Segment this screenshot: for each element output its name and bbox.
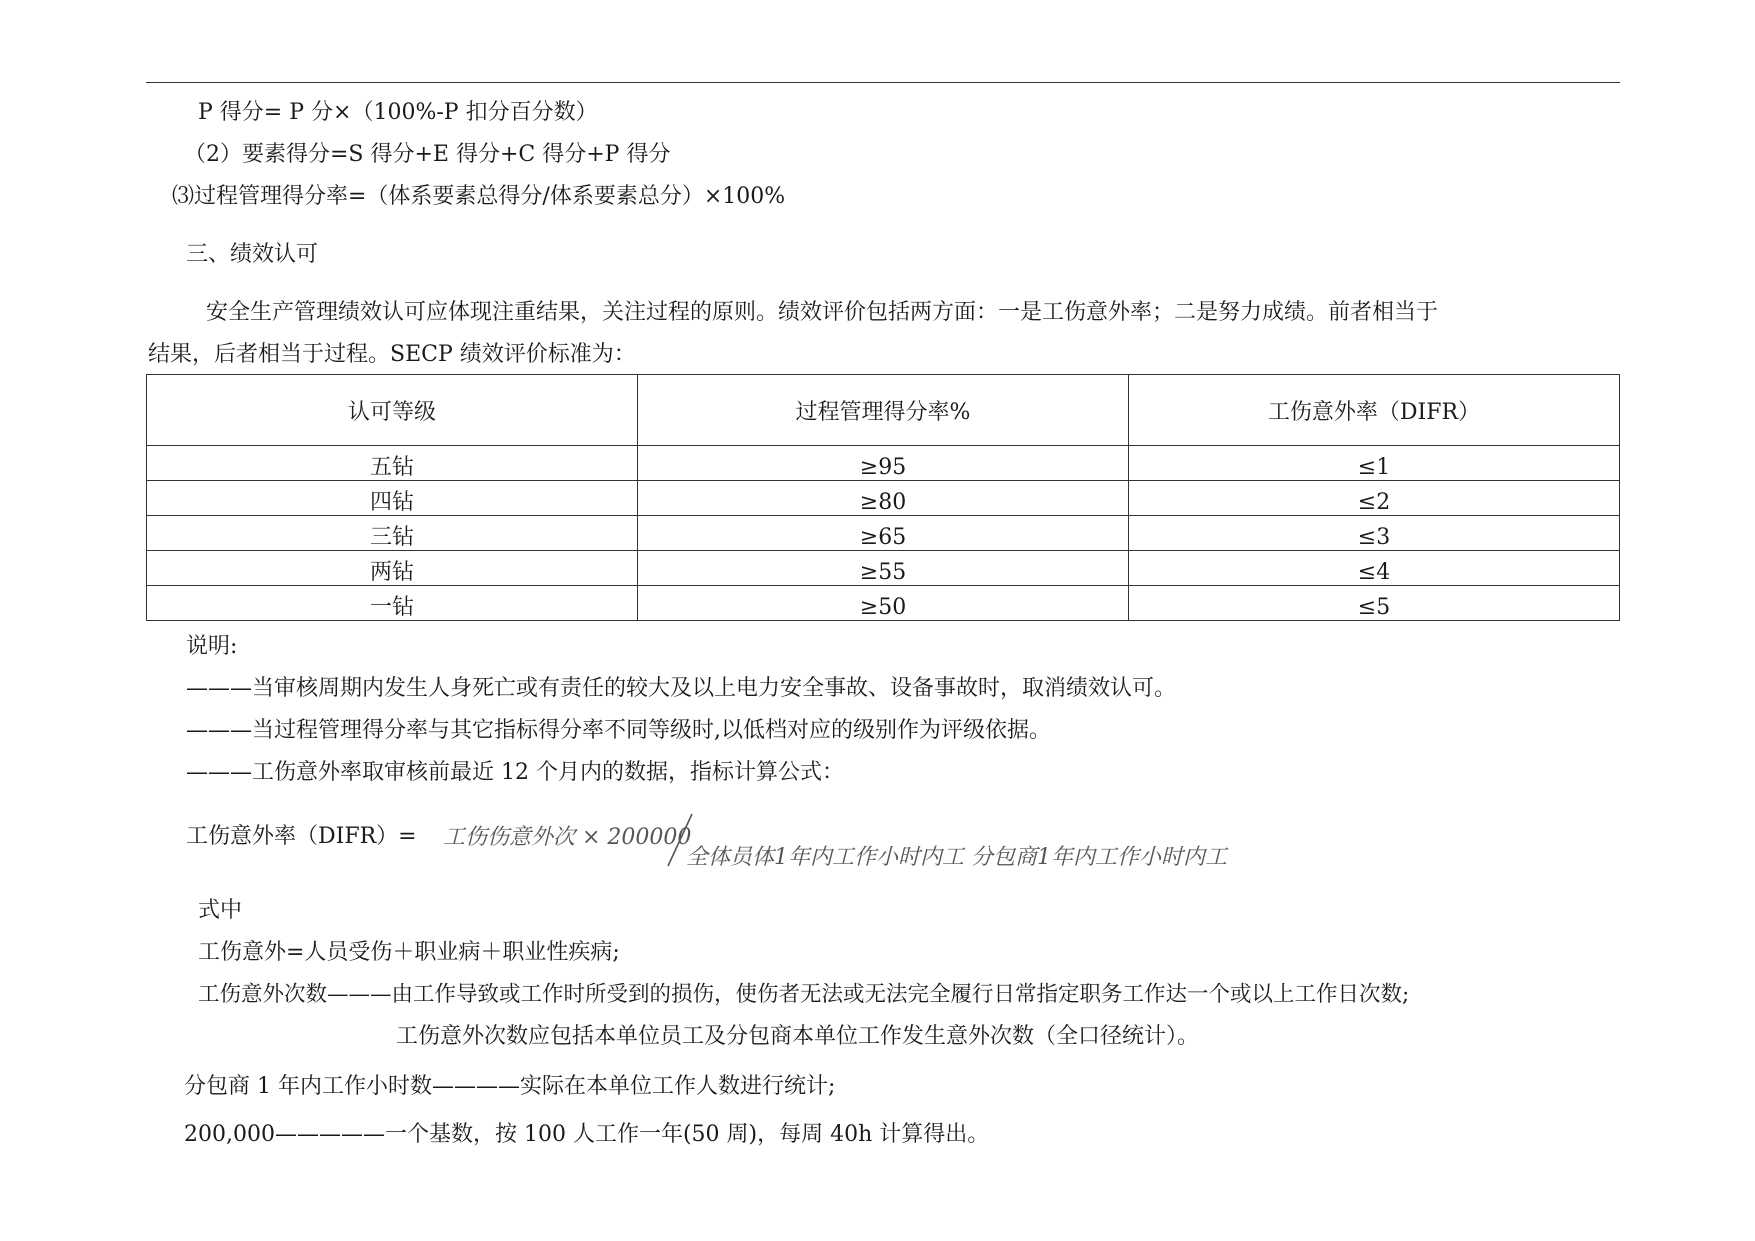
table-row [147, 516, 1620, 551]
definition-3: 工伤意外次数应包括本单位员工及分包商本单位工作发生意外次数（全口径统计）。 [396, 1024, 1200, 1049]
table-cell: ≤1 [1129, 446, 1620, 481]
definition-5: 200,000—————一个基数，按 100 人工作一年(50 周)，每周 40h 计算得出。 [184, 1122, 990, 1147]
definition-1: 工伤意外=人员受伤＋职业病＋职业性疾病; [198, 940, 620, 965]
table-cell: ≤2 [1129, 481, 1620, 516]
table-cell: ≤3 [1129, 516, 1620, 551]
table-cell: ≥95 [638, 446, 1129, 481]
table-cell: ≥50 [638, 586, 1129, 621]
definition-2: 工伤意外次数———由工作导致或工作时所受到的损伤，使伤者无法或无法完全履行日常指定职务工作达一个或以上工作日次数; [198, 982, 1410, 1007]
definitions-label: 式中 [198, 898, 243, 923]
table-row [147, 586, 1620, 621]
table-header-row [147, 375, 1620, 446]
note-2: ———当过程管理得分率与其它指标得分率不同等级时,以低档对应的级别作为评级依据。 [186, 718, 1051, 743]
table-header-cell: 工伤意外率（DIFR） [1129, 375, 1620, 446]
table-cell: 一钻 [147, 586, 638, 621]
notes-label: 说明: [186, 634, 238, 659]
element-score-formula: （2）要素得分=S 得分+E 得分+C 得分+P 得分 [184, 142, 671, 167]
table-cell: 五钻 [147, 446, 638, 481]
performance-criteria-table [146, 374, 1620, 621]
formula-denominator: 全体员体1年内工作小时内工 分包商1年内工作小时内工 [686, 845, 1227, 870]
formula-numerator: 工伤伤意外次 × 200000 [443, 825, 692, 850]
table-cell: ≤4 [1129, 551, 1620, 586]
table-cell: ≥55 [638, 551, 1129, 586]
formula-lhs: 工伤意外率（DIFR）= [186, 824, 417, 849]
intro-paragraph-line-1: 安全生产管理绩效认可应体现注重结果，关注过程的原则。绩效评价包括两方面：一是工伤意外率；二是努力成绩。前者相当于 [206, 300, 1439, 325]
table-cell: 三钻 [147, 516, 638, 551]
note-3: ———工伤意外率取审核前最近 12 个月内的数据，指标计算公式： [186, 760, 844, 785]
table-header-cell: 过程管理得分率% [638, 375, 1129, 446]
table-cell: 两钻 [147, 551, 638, 586]
header-rule [146, 82, 1620, 83]
table-cell: ≥65 [638, 516, 1129, 551]
definition-4: 分包商 1 年内工作小时数————实际在本单位工作人数进行统计; [184, 1074, 836, 1099]
note-1: ———当审核周期内发生人身死亡或有责任的较大及以上电力安全事故、设备事故时，取消绩效认可。 [186, 676, 1177, 701]
intro-paragraph-line-2: 结果，后者相当于过程。SECP 绩效评价标准为： [148, 342, 636, 367]
table-cell: ≤5 [1129, 586, 1620, 621]
table-row [147, 551, 1620, 586]
table-row [147, 446, 1620, 481]
table-header-cell: 认可等级 [147, 375, 638, 446]
p-score-formula: P 得分= P 分×（100%-P 扣分百分数） [198, 100, 598, 125]
process-rate-formula: ⑶过程管理得分率=（体系要素总得分/体系要素总分）×100% [172, 184, 786, 209]
table-row [147, 481, 1620, 516]
section-title: 三、绩效认可 [186, 242, 319, 267]
table-cell: 四钻 [147, 481, 638, 516]
table-cell: ≥80 [638, 481, 1129, 516]
